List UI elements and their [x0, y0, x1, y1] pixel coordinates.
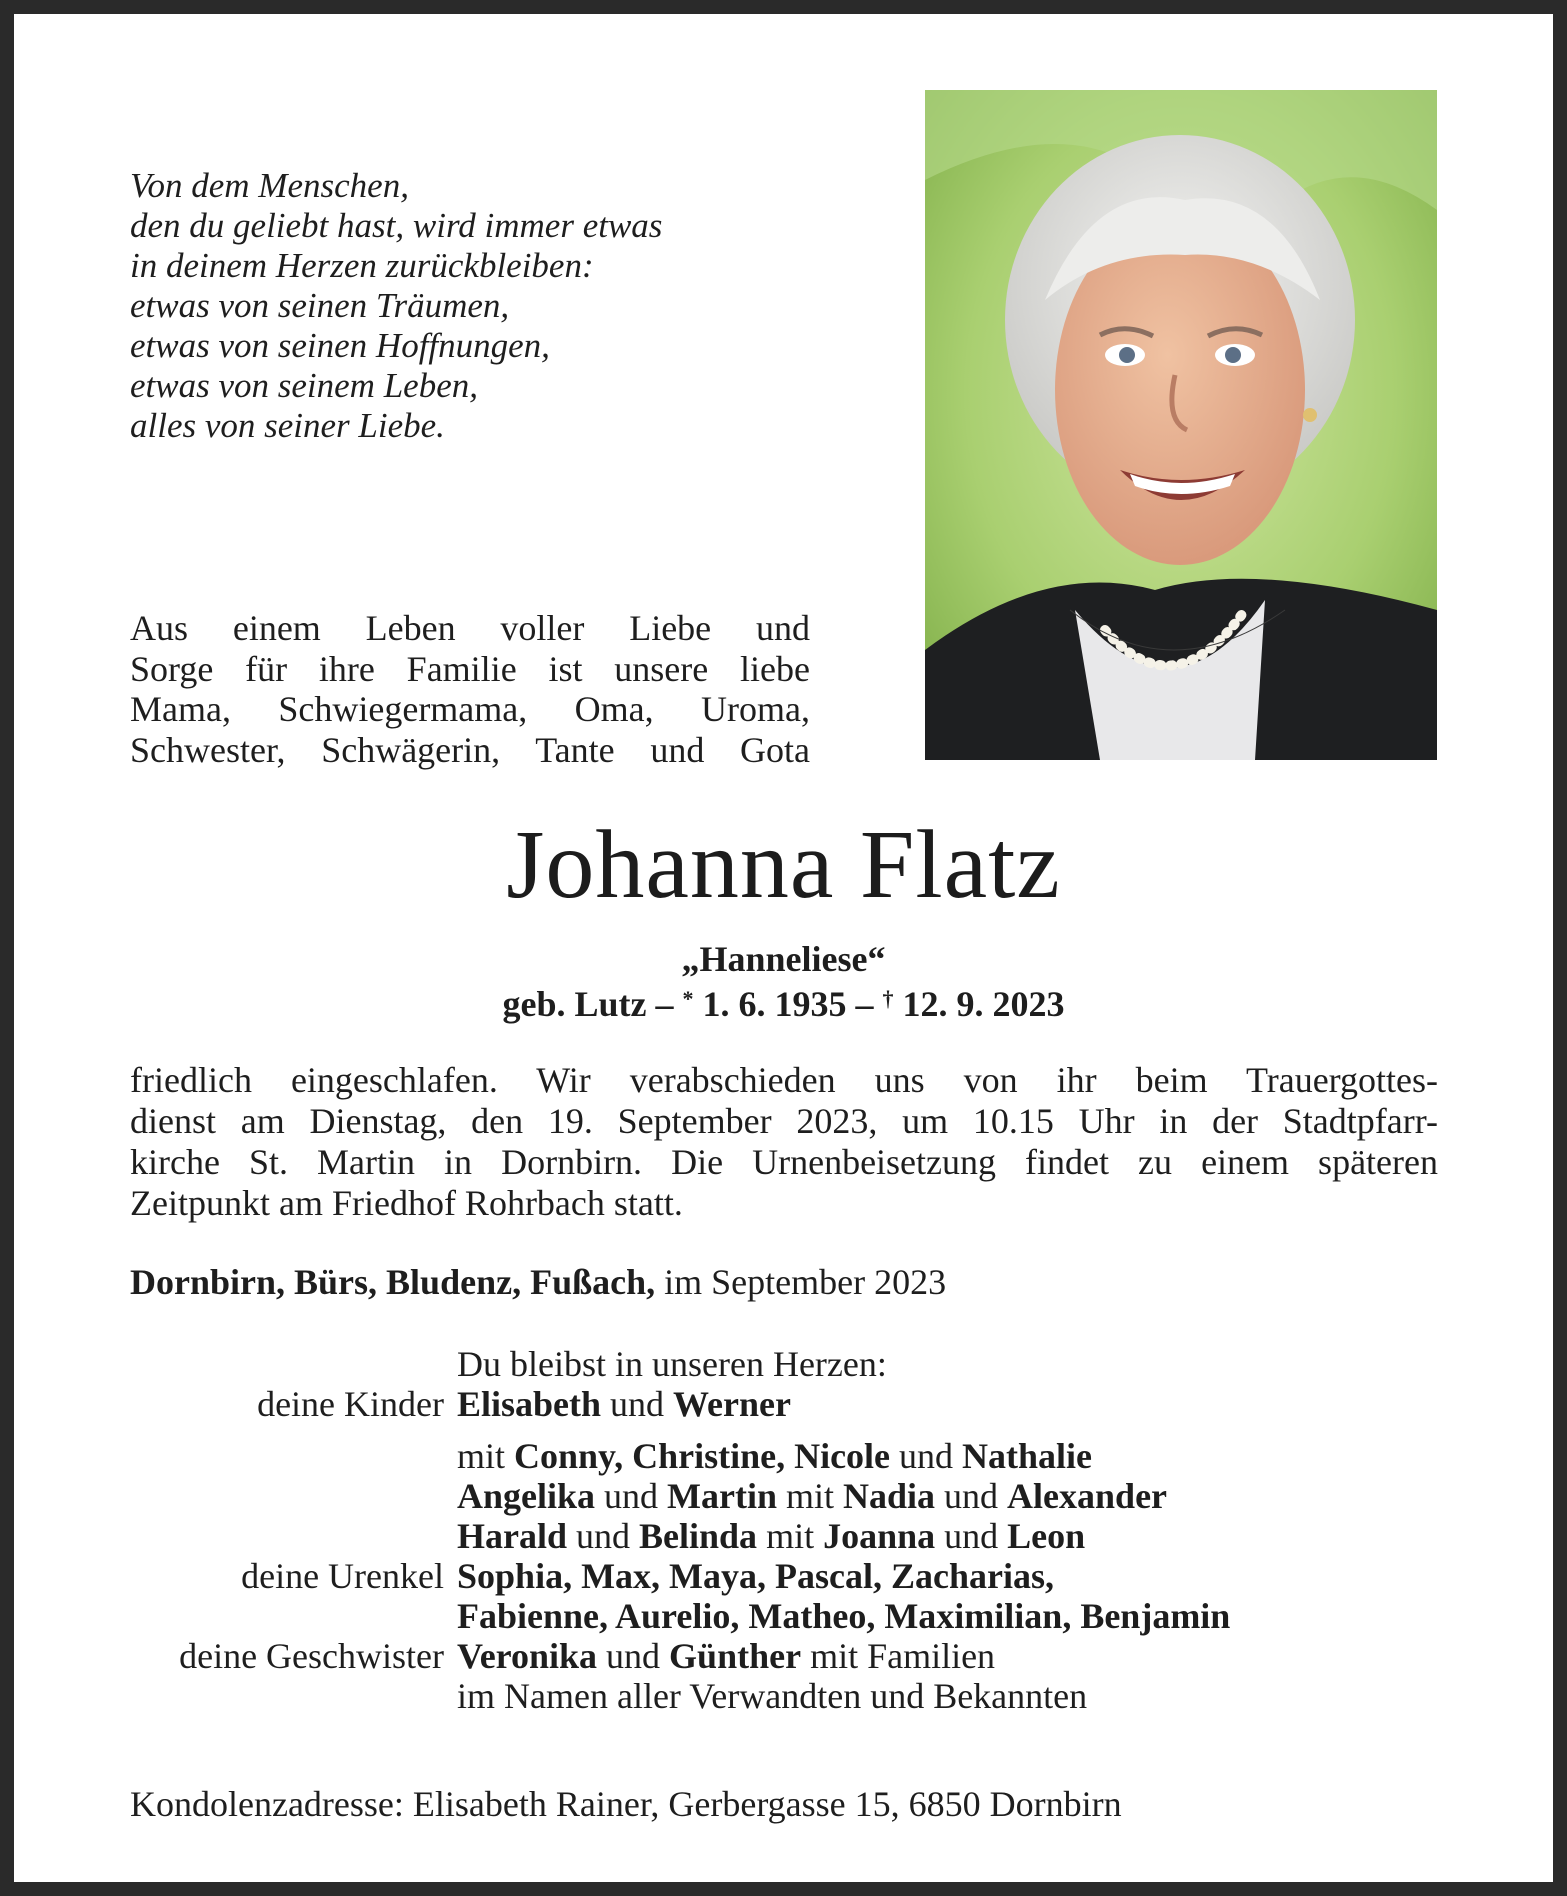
death-symbol: † [882, 986, 894, 1011]
deceased-name: Johanna Flatz [506, 811, 1061, 919]
conjunction: mit [457, 1436, 515, 1476]
siblings-label: deine Geschwister [179, 1636, 444, 1676]
great-grandchildren-label: deine Urenkel [241, 1556, 444, 1596]
grandchild-name: Alexander [1007, 1476, 1168, 1516]
poem-line: alles von seiner Liebe. [130, 406, 445, 445]
sibling-name: Veronika [457, 1636, 598, 1676]
poem-line: in deinem Herzen zurückbleiben: [130, 246, 594, 285]
grandchild-name: Conny, Christine, Nicole [514, 1436, 891, 1476]
funeral-announcement [130, 1060, 1438, 1224]
poem-line: den du geliebt hast, wird immer etwas [130, 206, 663, 245]
death-date: 12. 9. 2023 [893, 984, 1065, 1024]
closing-line: im Namen aller Verwandten und Bekannten [457, 1676, 1088, 1716]
conjunction: mit [777, 1476, 844, 1516]
conjunction: und [595, 1476, 668, 1516]
portrait-photo [925, 90, 1437, 760]
conjunction: und [890, 1436, 963, 1476]
poem-line: etwas von seinen Hoffnungen, [130, 326, 550, 365]
with-families: mit Familien [801, 1636, 996, 1676]
conjunction: mit [757, 1516, 824, 1556]
poem-line: etwas von seinen Träumen, [130, 286, 510, 325]
mourners-list [100, 1344, 1500, 1716]
great-grandchildren-row [100, 1596, 1500, 1636]
children-label: deine Kinder [257, 1384, 444, 1424]
intro-line: Mama, Schwiegermama, Oma, Uroma, [130, 689, 810, 729]
mourners-heading: Du bleibst in unseren Herzen: [457, 1344, 887, 1384]
grandchild-name: Belinda [639, 1516, 758, 1556]
grandchild-name: Angelika [457, 1476, 596, 1516]
announcement-line: friedlich eingeschlafen. Wir verabschieden uns von ihr beim Trauergottes- [130, 1060, 1438, 1100]
birth-date: 1. 6. 1935 – [693, 984, 883, 1024]
life-dates [0, 982, 1567, 1026]
place-and-date [130, 1261, 1438, 1303]
conjunction: und [601, 1384, 674, 1424]
intro-line: Schwester, Schwägerin, Tante und Gota [130, 729, 810, 770]
grandchildren-row [100, 1436, 1500, 1476]
conjunction: und [935, 1516, 1008, 1556]
grandchild-name: Joanna [823, 1516, 936, 1556]
child-name: Elisabeth [457, 1384, 602, 1424]
conjunction: und [567, 1516, 640, 1556]
grandchild-name: Nadia [843, 1476, 936, 1516]
grandchild-name: Nathalie [962, 1436, 1093, 1476]
grandchild-name: Martin [667, 1476, 777, 1516]
intro-line: Aus einem Leben voller Liebe und [130, 608, 810, 648]
birth-symbol: * [682, 986, 694, 1011]
children-row [100, 1384, 1500, 1424]
poem [130, 166, 750, 446]
poem-line: Von dem Menschen, [130, 166, 409, 205]
month-year: im September 2023 [655, 1262, 947, 1302]
intro-line: Sorge für ihre Familie ist unsere liebe [130, 648, 810, 689]
announcement-line: dienst am Dienstag, den 19. September 2023, um 10.15 Uhr in der Stadtpfarr- [130, 1101, 1438, 1141]
poem-line: etwas von seinem Leben, [130, 366, 478, 405]
towns: Dornbirn, Bürs, Bludenz, Fußach, [130, 1262, 656, 1302]
conjunction: und [597, 1636, 670, 1676]
child-name: Werner [673, 1384, 791, 1424]
intro-paragraph [130, 608, 810, 770]
grandchildren-row [100, 1516, 1500, 1556]
great-grandchildren-names: Fabienne, Aurelio, Matheo, Maximilian, Benjamin [457, 1596, 1231, 1636]
great-grandchildren-names: Sophia, Max, Maya, Pascal, Zacharias, [457, 1556, 1055, 1596]
announcement-line: kirche St. Martin in Dornbirn. Die Urnenbeisetzung findet zu einem späteren [130, 1142, 1438, 1182]
maiden-name: geb. Lutz – [502, 984, 683, 1024]
grandchild-name: Harald [457, 1516, 568, 1556]
sibling-name: Günther [669, 1636, 802, 1676]
portrait-illustration [925, 90, 1437, 760]
grandchildren-row [100, 1476, 1500, 1516]
conjunction: und [935, 1476, 1008, 1516]
great-grandchildren-row [100, 1556, 1500, 1596]
announcement-line: Zeitpunkt am Friedhof Rohrbach statt. [130, 1183, 683, 1223]
grandchild-name: Leon [1007, 1516, 1086, 1556]
condolence-address: Kondolenzadresse: Elisabeth Rainer, Gerbergasse 15, 6850 Dornbirn [130, 1784, 1122, 1824]
siblings-row [100, 1636, 1500, 1676]
nickname: „Hanneliese“ [681, 939, 886, 979]
